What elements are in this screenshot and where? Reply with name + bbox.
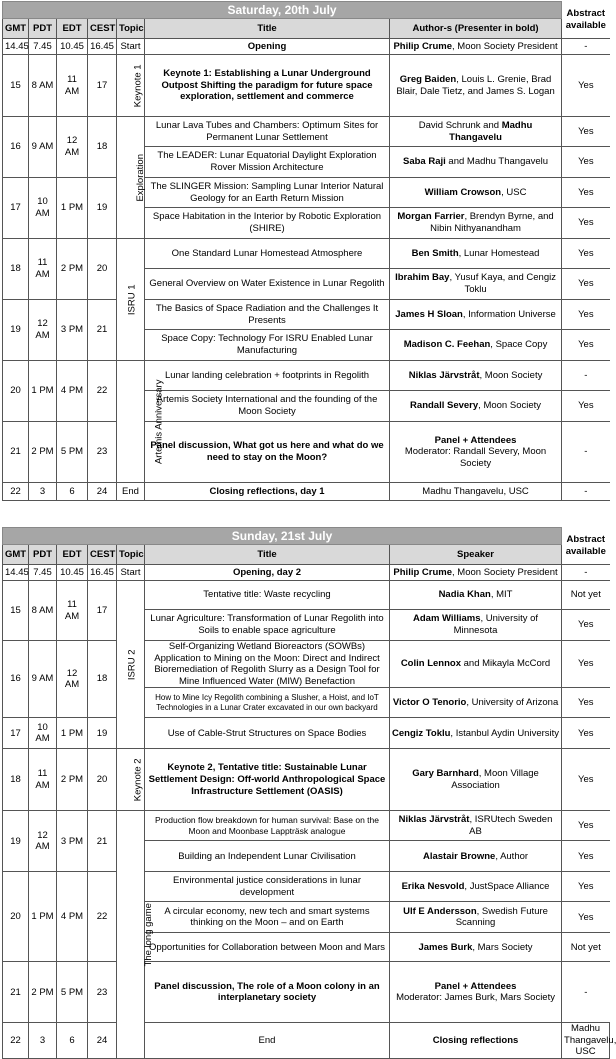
topic-exploration: Exploration: [117, 117, 145, 239]
day2-schedule-table: [2, 527, 616, 1059]
talk-author: James Burk, Mars Society: [390, 933, 562, 962]
slot-gmt: 19: [3, 811, 29, 872]
abstract-status: Yes: [562, 300, 610, 330]
slot-cest: 23: [88, 962, 117, 1023]
opening-presenter: Philip Crume, Moon Society President: [390, 565, 562, 581]
abstract-status: Yes: [562, 902, 610, 933]
slot-pdt: 9 AM: [29, 641, 57, 718]
col-pdt: PDT: [29, 19, 57, 39]
slot-cest: 24: [88, 1023, 117, 1059]
talk-title: Tentative title: Waste recycling: [145, 581, 390, 610]
abstract-status: Yes: [562, 117, 610, 147]
talk-author: Adam Williams, University of Minnesota: [390, 610, 562, 641]
slot-edt: 11 AM: [57, 581, 88, 641]
talk-author: Cengiz Toklu, Istanbul Aydin University: [390, 718, 562, 749]
talk-title: How to Mine Icy Regolith combining a Slusher, a Hoist, and IoT Technologies in a Lunar Crater excavated in our own backyard: [145, 688, 390, 718]
slot-edt: 2 PM: [57, 749, 88, 811]
col-author: Author-s (Presenter in bold): [390, 19, 562, 39]
slot-pdt: 12 AM: [29, 300, 57, 361]
topic-start: Start: [117, 39, 145, 55]
slot-edt: 2 PM: [57, 239, 88, 300]
abstract-status: Yes: [562, 55, 610, 117]
day1-schedule-table: [2, 1, 610, 501]
slot-cest: 18: [88, 641, 117, 718]
talk-author: William Crowson, USC: [390, 178, 562, 208]
talk-title: One Standard Lunar Homestead Atmosphere: [145, 239, 390, 269]
talk-title: Production flow breakdown for human survival: Base on the Moon and Moonbase Lappträsk analogue: [145, 811, 390, 841]
abstract-status: -: [562, 565, 610, 581]
talk-title: The LEADER: Lunar Equatorial Daylight Exploration Rover Mission Architecture: [145, 147, 390, 178]
slot-gmt: 18: [3, 239, 29, 300]
time-cest: 16.45: [88, 565, 117, 581]
abstract-status: Yes: [562, 178, 610, 208]
talk-author: Madison C. Feehan, Space Copy: [390, 330, 562, 361]
slot-cest: 20: [88, 239, 117, 300]
time-pdt: 7.45: [29, 39, 57, 55]
slot-gmt: 16: [3, 641, 29, 718]
col-cest: CEST: [88, 19, 117, 39]
day2-title: Sunday, 21st July: [3, 528, 562, 545]
slot-edt: 4 PM: [57, 361, 88, 422]
slot-cest: 18: [88, 117, 117, 178]
topic-keynote-2: Keynote 2: [117, 749, 145, 811]
talk-author: James H Sloan, Information Universe: [390, 300, 562, 330]
slot-cest: 19: [88, 178, 117, 239]
slot-cest: 22: [88, 872, 117, 962]
talk-author: David Schrunk and Madhu Thangavelu: [390, 117, 562, 147]
topic-end: End: [117, 483, 145, 501]
talk-title: Closing reflections, day 1: [145, 483, 390, 501]
time-gmt: 14.45: [3, 565, 29, 581]
opening-title: Opening: [145, 39, 390, 55]
day1-title: Saturday, 20th July: [3, 2, 562, 19]
slot-edt: 1 PM: [57, 718, 88, 749]
slot-pdt: 11 AM: [29, 239, 57, 300]
slot-gmt: 22: [3, 483, 29, 501]
topic-isru-1: ISRU 1: [117, 239, 145, 361]
abstract-status: Yes: [562, 208, 610, 239]
abstract-status: Yes: [562, 147, 610, 178]
col-topic: Topic: [117, 19, 145, 39]
abstract-status: Yes: [562, 391, 610, 422]
abstract-status: Yes: [562, 841, 610, 872]
slot-edt: 1 PM: [57, 178, 88, 239]
slot-gmt: 20: [3, 361, 29, 422]
slot-cest: 17: [88, 55, 117, 117]
talk-title: A circular economy, new tech and smart systems thinking on the Moon – and on Earth: [145, 902, 390, 933]
slot-edt: 5 PM: [57, 422, 88, 483]
abstract-status: -: [562, 422, 610, 483]
talk-author: Nadia Khan, MIT: [390, 581, 562, 610]
talk-author: Ulf E Andersson, Swedish Future Scanning: [390, 902, 562, 933]
col-speaker: Speaker: [390, 545, 562, 565]
topic-start: Start: [117, 565, 145, 581]
time-gmt: 14.45: [3, 39, 29, 55]
topic-artemis-anniversary: Artemis Anniversary: [117, 361, 145, 483]
opening-presenter: Philip Crume, Moon Society President: [390, 39, 562, 55]
slot-gmt: 19: [3, 300, 29, 361]
time-pdt: 7.45: [29, 565, 57, 581]
slot-gmt: 17: [3, 718, 29, 749]
abstract-status: -: [562, 361, 610, 391]
time-edt: 10.45: [57, 39, 88, 55]
day2-abstract-header: Abstract available: [562, 528, 610, 565]
slot-cest: 21: [88, 811, 117, 872]
talk-author: Colin Lennox and Mikayla McCord: [390, 641, 562, 688]
talk-title: General Overview on Water Existence in Lunar Regolith: [145, 269, 390, 300]
abstract-status: Yes: [562, 641, 610, 688]
topic-isru-2: ISRU 2: [117, 581, 145, 749]
talk-author: Madhu Thangavelu, USC: [562, 1023, 610, 1059]
slot-edt: 3 PM: [57, 300, 88, 361]
abstract-status: Yes: [562, 688, 610, 718]
slot-edt: 4 PM: [57, 872, 88, 962]
slot-gmt: 21: [3, 422, 29, 483]
slot-edt: 3 PM: [57, 811, 88, 872]
talk-title: Artemis Society International and the founding of the Moon Society: [145, 391, 390, 422]
talk-title: Lunar Agriculture: Transformation of Lunar Regolith into Soils to enable space agriculture: [145, 610, 390, 641]
talk-author: Greg Baiden, Louis L. Grenie, Brad Blair, Dale Tietz, and James S. Logan: [390, 55, 562, 117]
slot-edt: 11 AM: [57, 55, 88, 117]
topic-end: End: [145, 1023, 390, 1059]
talk-author: Victor O Tenorio, University of Arizona: [390, 688, 562, 718]
talk-author: Panel + Attendees Moderator: James Burk, Mars Society: [390, 962, 562, 1023]
talk-title: Lunar landing celebration + footprints in Regolith: [145, 361, 390, 391]
slot-pdt: 8 AM: [29, 581, 57, 641]
slot-edt: 12 AM: [57, 117, 88, 178]
talk-author: Randall Severy, Moon Society: [390, 391, 562, 422]
time-cest: 16.45: [88, 39, 117, 55]
talk-author: Panel + Attendees Moderator: Randall Severy, Moon Society: [390, 422, 562, 483]
slot-cest: 24: [88, 483, 117, 501]
talk-title: Space Copy: Technology For ISRU Enabled Lunar Manufacturing: [145, 330, 390, 361]
slot-pdt: 11 AM: [29, 749, 57, 811]
col-edt: EDT: [57, 545, 88, 565]
slot-edt: 12 AM: [57, 641, 88, 718]
abstract-status: Yes: [562, 811, 610, 841]
talk-author: Morgan Farrier, Brendyn Byrne, and Nibin Nithyanandham: [390, 208, 562, 239]
abstract-status: -: [562, 483, 610, 501]
slot-pdt: 2 PM: [29, 422, 57, 483]
abstract-status: -: [562, 39, 610, 55]
talk-title: Space Habitation in the Interior by Robotic Exploration (SHIRE): [145, 208, 390, 239]
day1-abstract-header: Abstract available: [562, 2, 610, 39]
talk-author: Ben Smith, Lunar Homestead: [390, 239, 562, 269]
abstract-status: Not yet: [562, 581, 610, 610]
talk-title: The Basics of Space Radiation and the Challenges It Presents: [145, 300, 390, 330]
talk-title: Panel discussion, What got us here and what do we need to stay on the Moon?: [145, 422, 390, 483]
time-edt: 10.45: [57, 565, 88, 581]
slot-cest: 20: [88, 749, 117, 811]
abstract-status: -: [562, 962, 610, 1023]
col-gmt: GMT: [3, 545, 29, 565]
slot-gmt: 15: [3, 55, 29, 117]
slot-pdt: 10 AM: [29, 718, 57, 749]
topic-the-long-game: The long game: [117, 811, 145, 1059]
col-title: Title: [145, 545, 390, 565]
slot-pdt: 3: [29, 483, 57, 501]
talk-title: Self-Organizing Wetland Bioreactors (SOWBs) Application to Mining on the Moon: Direct and Indirect Bioremediation of Regolith Slurry as a Design Tool for Mine Influenced Water (MIW) Benefaction: [145, 641, 390, 688]
slot-cest: 23: [88, 422, 117, 483]
slot-pdt: 1 PM: [29, 361, 57, 422]
slot-pdt: 3: [29, 1023, 57, 1059]
slot-pdt: 12 AM: [29, 811, 57, 872]
slot-gmt: 20: [3, 872, 29, 962]
abstract-status: Yes: [562, 749, 610, 811]
slot-gmt: 17: [3, 178, 29, 239]
talk-author: Ibrahim Bay, Yusuf Kaya, and Cengiz Toklu: [390, 269, 562, 300]
slot-cest: 22: [88, 361, 117, 422]
talk-author: Erika Nesvold, JustSpace Alliance: [390, 872, 562, 902]
slot-pdt: 9 AM: [29, 117, 57, 178]
slot-pdt: 2 PM: [29, 962, 57, 1023]
slot-gmt: 16: [3, 117, 29, 178]
slot-cest: 19: [88, 718, 117, 749]
talk-title: Lunar Lava Tubes and Chambers: Optimum Sites for Permanent Lunar Settlement: [145, 117, 390, 147]
opening-title: Opening, day 2: [145, 565, 390, 581]
abstract-status: Not yet: [562, 933, 610, 962]
abstract-status: Yes: [562, 872, 610, 902]
talk-author: Madhu Thangavelu, USC: [390, 483, 562, 501]
slot-edt: 5 PM: [57, 962, 88, 1023]
talk-author: Niklas Järvstråt, Moon Society: [390, 361, 562, 391]
col-cest: CEST: [88, 545, 117, 565]
slot-gmt: 21: [3, 962, 29, 1023]
abstract-status: Yes: [562, 330, 610, 361]
slot-pdt: 1 PM: [29, 872, 57, 962]
topic-keynote-1: Keynote 1: [117, 55, 145, 117]
talk-title: Use of Cable-Strut Structures on Space Bodies: [145, 718, 390, 749]
slot-gmt: 22: [3, 1023, 29, 1059]
talk-title: Keynote 2, Tentative title: Sustainable Lunar Settlement Design: Off-world Anthropological Space Infrastructure Settlement (OASIS): [145, 749, 390, 811]
slot-cest: 17: [88, 581, 117, 641]
talk-title: Panel discussion, The role of a Moon colony in an interplanetary society: [145, 962, 390, 1023]
slot-pdt: 8 AM: [29, 55, 57, 117]
talk-title: Keynote 1: Establishing a Lunar Underground Outpost Shifting the paradigm for future space exploration, settlement and commerce: [145, 55, 390, 117]
slot-edt: 6: [57, 1023, 88, 1059]
talk-author: Saba Raji and Madhu Thangavelu: [390, 147, 562, 178]
abstract-status: Yes: [562, 718, 610, 749]
col-edt: EDT: [57, 19, 88, 39]
col-pdt: PDT: [29, 545, 57, 565]
slot-edt: 6: [57, 483, 88, 501]
abstract-status: Yes: [562, 239, 610, 269]
abstract-status: Yes: [562, 610, 610, 641]
talk-title: Environmental justice considerations in lunar development: [145, 872, 390, 902]
talk-title: Building an Independent Lunar Civilisation: [145, 841, 390, 872]
slot-gmt: 18: [3, 749, 29, 811]
slot-pdt: 10 AM: [29, 178, 57, 239]
talk-title: Opportunities for Collaboration between Moon and Mars: [145, 933, 390, 962]
slot-gmt: 15: [3, 581, 29, 641]
col-gmt: GMT: [3, 19, 29, 39]
col-topic: Topic: [117, 545, 145, 565]
abstract-status: Yes: [562, 269, 610, 300]
talk-author: Alastair Browne, Author: [390, 841, 562, 872]
col-title: Title: [145, 19, 390, 39]
talk-title: Closing reflections: [390, 1023, 562, 1059]
talk-title: The SLINGER Mission: Sampling Lunar Interior Natural Geology for an Earth Return Mission: [145, 178, 390, 208]
talk-author: Gary Barnhard, Moon Village Association: [390, 749, 562, 811]
slot-cest: 21: [88, 300, 117, 361]
talk-author: Niklas Järvstråt, ISRUtech Sweden AB: [390, 811, 562, 841]
